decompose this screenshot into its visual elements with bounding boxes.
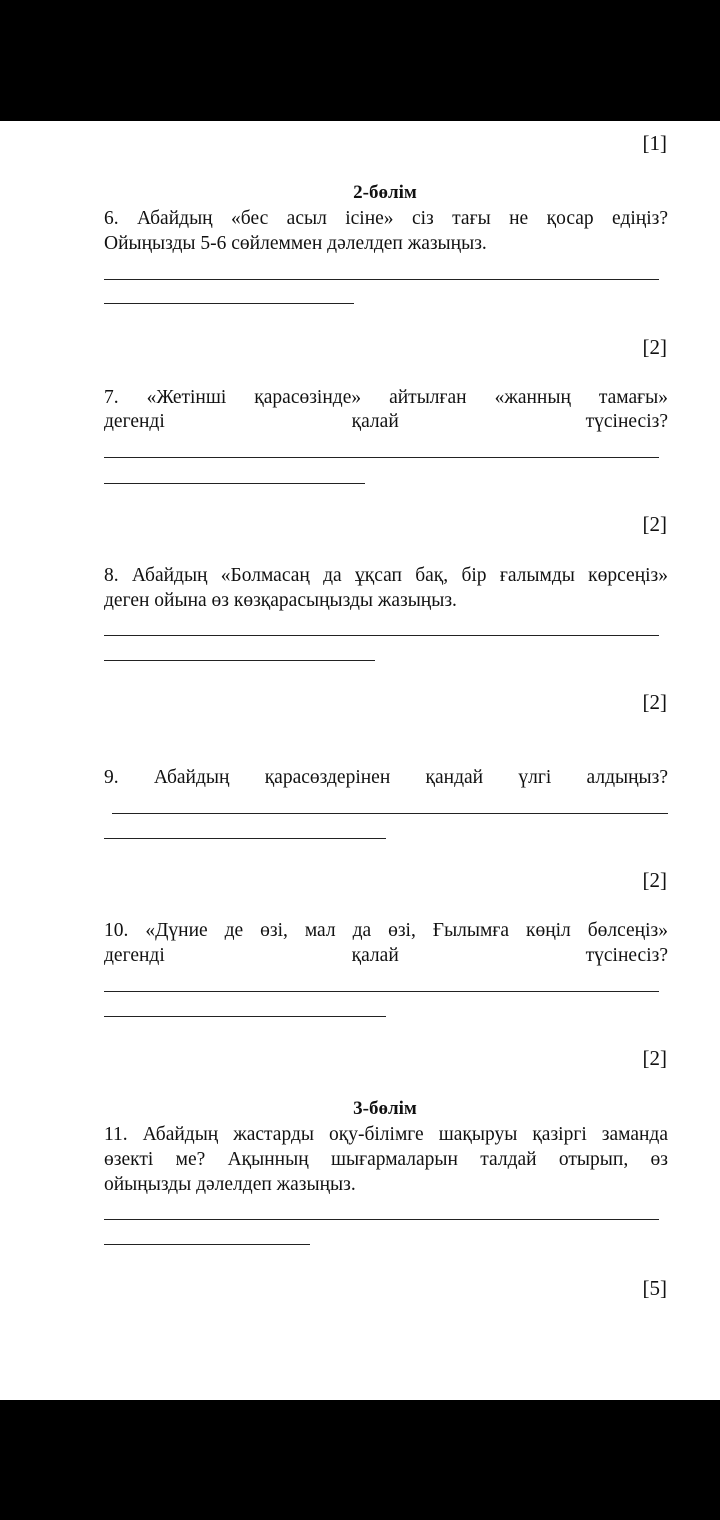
question-11-line-2: өзекті ме? Ақынның шығармаларын талдай отырып, өз <box>104 1149 668 1170</box>
section-3-heading: 3-бөлім <box>353 1098 417 1119</box>
question-10-line-1: 10. «Дүние де өзі, мал да өзі, Ғылымға көңіл бөлсеңіз» <box>104 920 668 941</box>
question-7-line-2: дегенді қалай түсінесіз? <box>104 411 668 432</box>
question-6-line-2: Ойыңызды 5-6 сөйлеммен дәлелдеп жазыңыз. <box>104 233 487 254</box>
score-mark-6: [2] <box>642 335 667 359</box>
answer-line-8b[interactable] <box>104 660 375 661</box>
question-11-line-1: 11. Абайдың жастарды оқу-білімге шақыруы қазіргі заманда <box>104 1124 668 1145</box>
question-9-line-1: 9. Абайдың қарасөздерінен қандай үлгі алдыңыз? <box>104 767 668 788</box>
score-mark-8: [2] <box>642 690 667 714</box>
answer-line-6a[interactable] <box>104 279 659 280</box>
question-11-line-3: ойыңызды дәлелдеп жазыңыз. <box>104 1174 356 1195</box>
answer-line-11a[interactable] <box>104 1219 659 1220</box>
score-mark-9: [2] <box>642 868 667 892</box>
answer-line-11b[interactable] <box>104 1244 310 1245</box>
answer-line-7a[interactable] <box>104 457 659 458</box>
worksheet-page <box>0 121 720 1400</box>
score-mark-11: [5] <box>642 1276 667 1300</box>
answer-line-10b[interactable] <box>104 1016 386 1017</box>
score-mark-10: [2] <box>642 1046 667 1070</box>
question-6-line-1: 6. Абайдың «бес асыл ісіне» сіз тағы не қосар едіңіз? <box>104 208 668 229</box>
answer-line-9a[interactable] <box>112 813 668 814</box>
answer-line-9b[interactable] <box>104 838 386 839</box>
question-7-line-1: 7. «Жетінші қарасөзінде» айтылған «жанның тамағы» <box>104 387 668 408</box>
answer-line-8a[interactable] <box>104 635 659 636</box>
answer-line-6b[interactable] <box>104 303 354 304</box>
section-2-heading: 2-бөлім <box>353 182 417 203</box>
score-mark-7: [2] <box>642 512 667 536</box>
score-mark-1: [1] <box>642 131 667 155</box>
question-10-line-2: дегенді қалай түсінесіз? <box>104 945 668 966</box>
question-8-line-2: деген ойына өз көзқарасыңызды жазыңыз. <box>104 590 457 611</box>
answer-line-10a[interactable] <box>104 991 659 992</box>
answer-line-7b[interactable] <box>104 483 365 484</box>
question-8-line-1: 8. Абайдың «Болмасаң да ұқсап бақ, бір ғалымды көрсеңіз» <box>104 565 668 586</box>
